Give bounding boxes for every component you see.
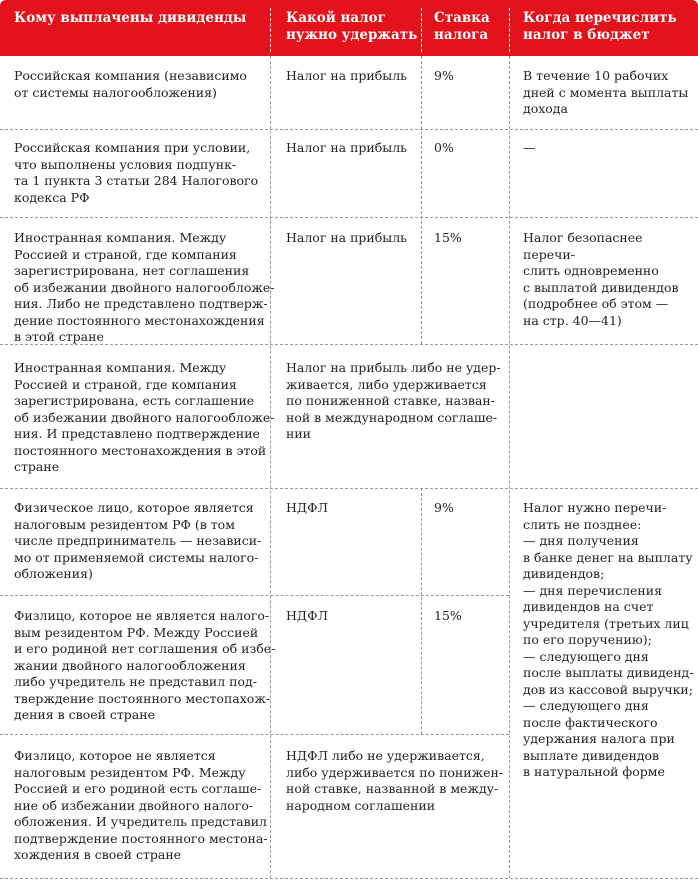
row1-deadline: В течение 10 рабочих дней с момента выплаты дохода xyxy=(523,68,689,116)
header-divider xyxy=(421,8,422,52)
row4-recipient: Иностранная компания. Между Россией и страной, где компания зарегистрирована, есть соглашение об избежании двойного налогообложе- ния. И представлено подтверждение постоянного местонахождения в этой стране xyxy=(14,360,275,474)
row7-tax: НДФЛ либо не удерживается, либо удерживается по понижен- ной ставке, названной в между- народном соглашении xyxy=(286,748,504,813)
row3-tax: Налог на прибыль xyxy=(286,230,407,245)
row-divider xyxy=(0,488,698,489)
row2-recipient: Российская компания при условии, что выполнены условия подпунк- та 1 пункта 3 статьи 284 Налогового кодекса РФ xyxy=(14,140,259,205)
header-divider xyxy=(270,8,271,52)
row7-recipient: Физлицо, которое не является налоговым резидентом РФ. Между Россией и его родиной есть соглаше- ние об избежании двойного налого- обложения. И учредитель представил подтверждение постоянного местона- хождения в своей стране xyxy=(14,748,268,862)
header-payment-deadline: Когда перечислить налог в бюджет xyxy=(523,10,677,43)
header-tax-rate: Ставка налога xyxy=(434,10,490,43)
header-tax-type: Какой налог нужно удержать xyxy=(286,10,418,43)
row-divider xyxy=(0,878,698,879)
row1-recipient: Российская компания (независимо от системы налогообложения) xyxy=(14,68,247,100)
row2-rate: 0% xyxy=(434,140,454,155)
row-divider xyxy=(0,734,509,735)
header-recipient: Кому выплачены дивиденды xyxy=(14,10,247,26)
row6-tax: НДФЛ xyxy=(286,608,328,623)
column-divider xyxy=(421,56,422,344)
row3-deadline: Налог безопаснее перечи- слить одновременно с выплатой дивидендов (подробнее об этом — на стр. 40—41) xyxy=(523,230,679,328)
row4-tax: Налог на прибыль либо не удер- живается, либо удерживается по пониженной ставке, назван- ной в международном соглаше- нии xyxy=(286,360,501,441)
row2-tax: Налог на прибыль xyxy=(286,140,407,155)
row3-recipient: Иностранная компания. Между Россией и страной, где компания зарегистрирована, нет соглашения об избежании двойного налогообложе- ния. Либо не представлено подтверж- дение постоянного местонахождения в этой стране xyxy=(14,230,275,344)
row3-rate: 15% xyxy=(434,230,462,245)
row5-rate: 9% xyxy=(434,500,454,515)
row-divider xyxy=(0,129,698,130)
row6-rate: 15% xyxy=(434,608,462,623)
table-header xyxy=(0,0,698,56)
ndfl-deadline: Налог нужно перечи- слить не позднее: — дня получения в банке денег на выплату дивидендов; — дня перечисления дивидендов на счет учредителя (третьих лиц по его поручению); — следующего дня после выплаты дивиденд- дов из кассовой выручки; — следующего дня после фактического удержания налога при выплате дивидендов в натуральной форме xyxy=(523,500,694,779)
header-divider xyxy=(509,8,510,52)
row-divider xyxy=(0,595,509,596)
row-divider xyxy=(0,217,698,218)
row5-recipient: Физическое лицо, которое является налоговым резидентом РФ (в том числе предприниматель — независи- мо от применяемой системы налого- обложения) xyxy=(14,500,262,581)
row2-deadline: — xyxy=(523,140,536,155)
row5-tax: НДФЛ xyxy=(286,500,328,515)
row6-recipient: Физлицо, которое не является налого- вым резидентом РФ. Между Россией и его родиной нет соглашения об избе- жании двойного налогообложения либо учредитель не представил под- тверждение постоянного местопахож- дения в своей стране xyxy=(14,608,276,722)
row1-rate: 9% xyxy=(434,68,454,83)
column-divider xyxy=(509,56,510,878)
row1-tax: Налог на прибыль xyxy=(286,68,407,83)
column-divider xyxy=(421,488,422,734)
